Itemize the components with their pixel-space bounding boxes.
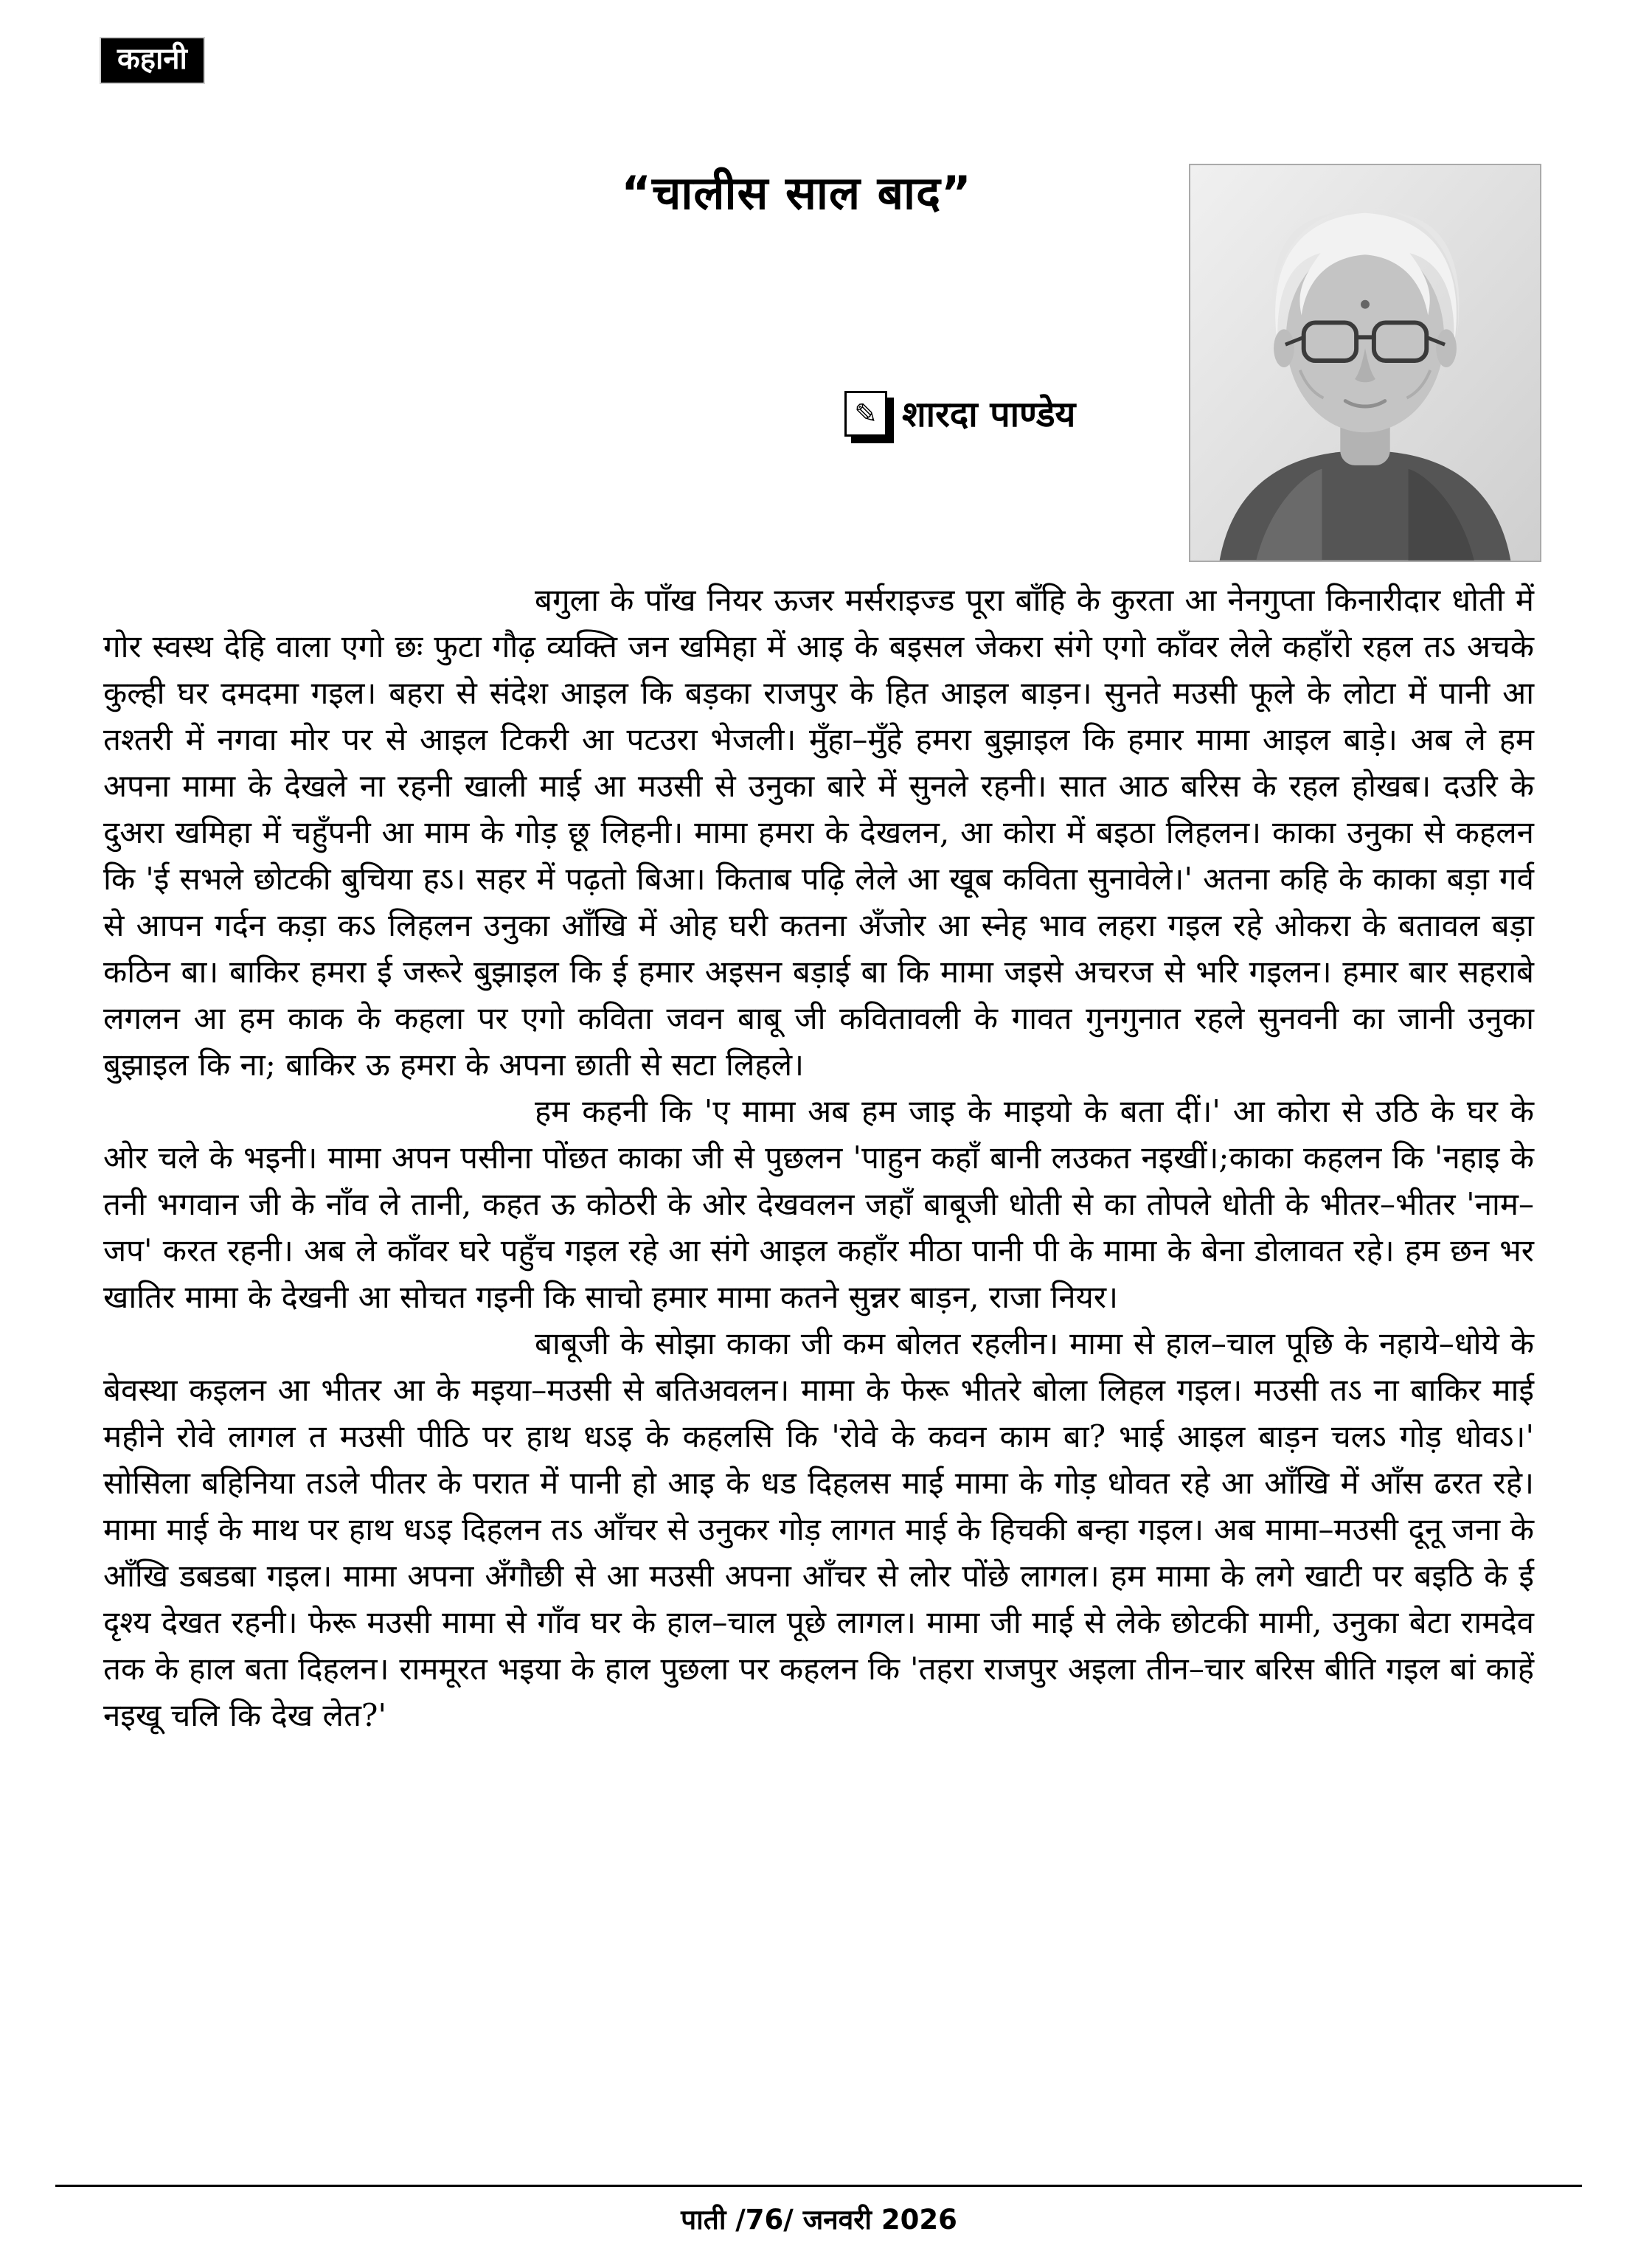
author-name: शारदा पाण्डेय <box>902 394 1076 435</box>
footer-divider <box>55 2185 1582 2187</box>
portrait-illustration <box>1190 165 1540 561</box>
byline <box>844 389 1075 437</box>
story-paragraph: हम कहनी कि 'ए मामा अब हम जाइ के माइयो के बता दीं।' आ कोरा से उठि के घर के ओर चले के भइनी। मामा अपन पसीना पोंछत काका जी से पुछलन 'पाहुन कहाँ बानी लउकत नइखीं।;काका कहलन कि 'नहाइ के तनी भगवान जी के नाँव ले तानी, कहत ऊ कोठरी के ओर देखवलन जहाँ बाबूजी धोती से का तोपले धोती के भीतर–भीतर 'नाम–जप' करत रहनी। अब ले काँवर घरे पहुँच गइल रहे आ संगे आइल कहाँर मीठा पानी पी के मामा के बेना डोलावत रहे। हम छन भर खातिर मामा के देखनी आ सोचत गइनी कि साचो हमार मामा कतने सुन्नर बाड़न, राजा नियर। <box>103 1093 1534 1315</box>
category-badge <box>100 37 205 84</box>
story-body <box>103 577 1534 1738</box>
story-title: “चालीस साल बाद” <box>621 166 972 220</box>
story-paragraph: बाबूजी के सोझा काका जी कम बोलत रहलीन। मामा से हाल–चाल पूछि के नहाये–धोये के बेवस्था कइलन आ भीतर आ के मइया–मउसी से बतिअवलन। मामा के फेरू भीतरे बोला लिहल गइल। मउसी तऽ ना बाकिर माई महीने रोवे लागल त मउसी पीठि पर हाथ धऽइ के कहलसि कि 'रोवे के कवन काम बा? भाई आइल बाड़न चलऽ गोड़ धोवऽ।' सोसिला बहिनिया तऽले पीतर के परात में पानी हो आइ के धड दिहलस माई मामा के गोड़ धोवत रहे आ आँखि में आँस ढरत रहे। मामा माई के माथ पर हाथ धऽइ दिहलन तऽ आँचर से उनुकर गोड़ लागत माई के हिचकी बन्हा गइल। अब मामा–मउसी दूनू जना के आँखि डबडबा गइल। मामा अपना अँगौछी से आ मउसी अपना आँचर से लोर पोंछे लागल। हम मामा के लगे खाटी पर बइठि के ई दृश्य देखत रहनी। फेरू मउसी मामा से गाँव घर के हाल–चाल पूछे लागल। मामा जी माई से लेके छोटकी मामी, उनुका बेटा रामदेव तक के हाल बता दिहलन। राममूरत भइया के हाल पुछला पर कहलन कि 'तहरा राजपुर अइला तीन–चार बरिस बीति गइल बां काहें नइखू चलि कि देख लेत?' <box>103 1325 1534 1733</box>
category-label: कहानी <box>117 42 187 76</box>
story-paragraph: बगुला के पाँख नियर ऊजर मर्सराइज्ड पूरा बाँहि के कुरता आ नेनगुप्ता किनारीदार धोती में गोर स्वस्थ देहि वाला एगो छः फुटा गौढ़ व्यक्ति जन खमिहा में आइ के बइसल जेकरा संगे एगो काँवर लेले कहाँरो रहल तऽ अचके कुल्ही घर दमदमा गइल। बहरा से संदेश आइल कि बड़का राजपुर के हित आइल बाड़न। सुनते मउसी फूले के लोटा में पानी आ तश्तरी में नगवा मोर पर से आइल टिकरी आ पटउरा भेजली। मुँहा–मुँहे हमरा बुझाइल कि हमार मामा आइल बाड़े। अब ले हम अपना मामा के देखले ना रहनी खाली माई आ मउसी से उनुका बारे में सुनले रहनी। सात आठ बरिस के रहल होखब। दउरि के दुअरा खमिहा में चहुँपनी आ माम के गोड़ छू लिहनी। मामा हमरा के देखलन, आ कोरा में बइठा लिहलन। काका उनुका से कहलन कि 'ई सभले छोटकी बुचिया हऽ। सहर में पढ़तो बिआ। किताब पढ़ि लेले आ खूब कविता सुनावेले।' अतना कहि के काका बड़ा गर्व से आपन गर्दन कड़ा कऽ लिहलन उनुका आँखि में ओह घरी कतना अँजोर आ स्नेह भाव लहरा गइल रहे ओकरा के बतावल बड़ा कठिन बा। बाकिर हमरा ई जरूरे बुझाइल कि ई हमार अइसन बड़ाई बा कि मामा जइसे अचरज से भरि गइलन। हमार बार सहराबे लगलन आ हम काक के कहला पर एगो कविता जवन बाबू जी कवितावली के गावत गुनगुनात रहले सुनवनी का जानी उनुका बुझाइल कि ना; बाकिर ऊ हमरा के अपना छाती से सटा लिहले। <box>103 582 1535 1083</box>
pen-icon: ✎ <box>844 391 887 437</box>
author-photo <box>1189 164 1541 562</box>
page-footer: पाती /76/ जनवरी 2026 <box>681 2204 957 2236</box>
